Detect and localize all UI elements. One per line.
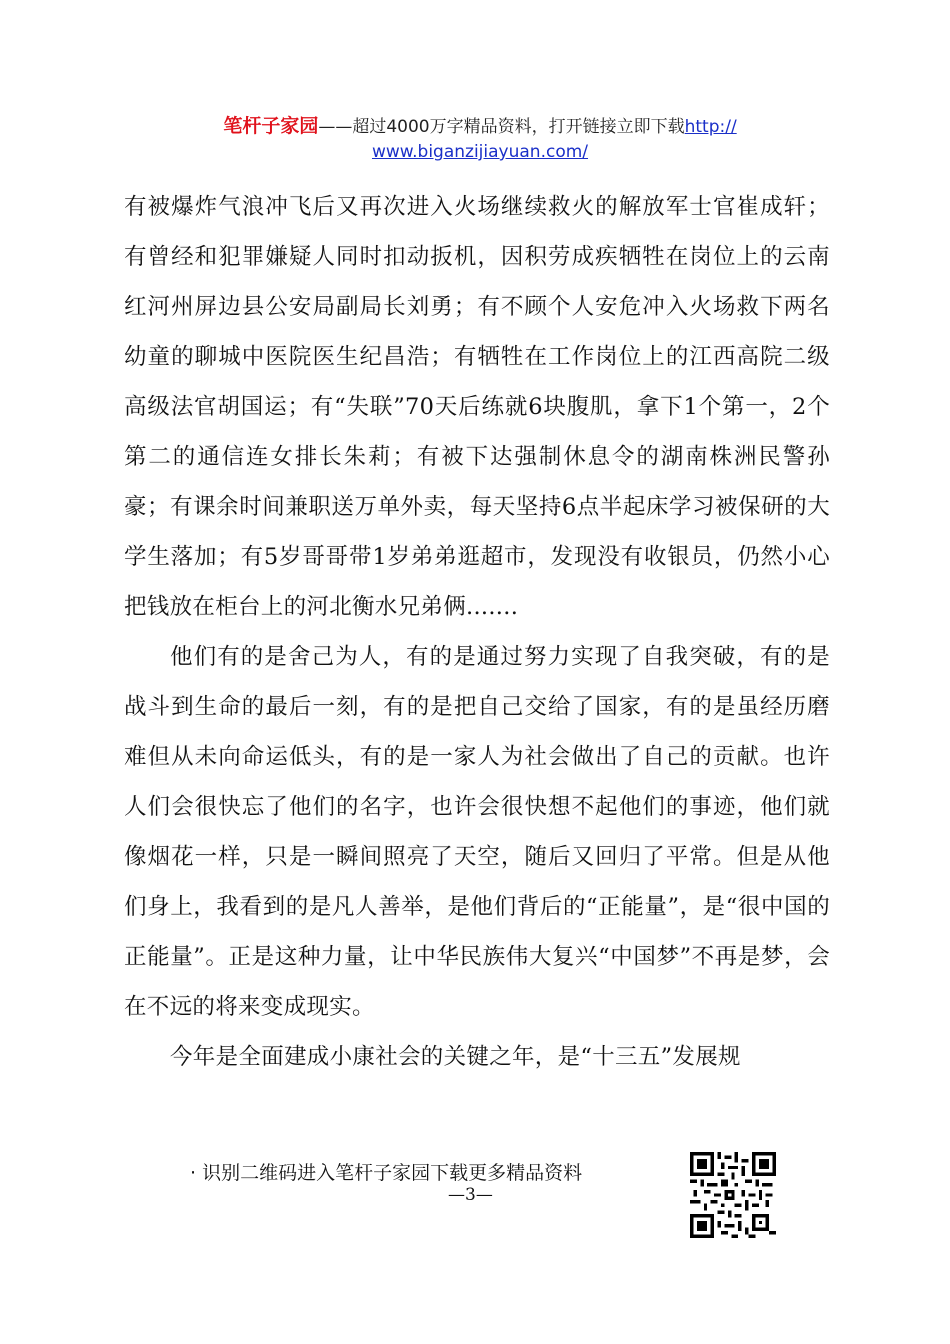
document-body: [124, 182, 830, 1082]
qr-caption: · 识别二维码进入笔杆子家园下载更多精品资料: [190, 1162, 583, 1184]
paragraph-1: 有被爆炸气浪冲飞后又再次进入火场继续救火的解放军士官崔成轩；有曾经和犯罪嫌疑人同时扣动扳机，因积劳成疾牺牲在岗位上的云南红河州屏边县公安局副局长刘勇；有不顾个人安危冲入火场救下两名幼童的聊城中医院医生纪昌浩；有牺牲在工作岗位上的江西高院二级高级法官胡国运；有“失联”70天后练就6块腹肌，拿下1个第一，2个第二的通信连女排长朱莉；有被下达强制休息令的湖南株洲民警孙豪；有课余时间兼职送万单外卖，每天坚持6点半起床学习被保研的大学生落加；有5岁哥哥带1岁弟弟逛超市，发现没有收银员，仍然小心把钱放在柜台上的河北衡水兄弟俩.......: [124, 194, 830, 620]
paragraph-3: 今年是全面建成小康社会的关键之年，是“十三五”发展规: [170, 1044, 741, 1070]
download-link-url[interactable]: www.biganzijiayuan.com/: [371, 142, 589, 162]
header-tagline: ——超过4000万字精品资料，打开链接立即下载: [318, 117, 685, 137]
page-number: —3—: [448, 1185, 493, 1205]
download-link-start[interactable]: http://: [684, 117, 737, 137]
brand-name: 笔杆子家园: [223, 115, 319, 137]
page-header: [130, 114, 830, 165]
qr-code-icon[interactable]: [690, 1152, 776, 1238]
paragraph-2: 他们有的是舍己为人，有的是通过努力实现了自我突破，有的是战斗到生命的最后一刻，有的是把自己交给了国家，有的是虽经历磨难但从未向命运低头，有的是一家人为社会做出了自己的贡献。也许人们会很快忘了他们的名字，也许会很快想不起他们的事迹，他们就像烟花一样，只是一瞬间照亮了天空，随后又回归了平常。但是从他们身上，我看到的是凡人善举，是他们背后的“正能量”，是“很中国的正能量”。正是这种力量，让中华民族伟大复兴“中国梦”不再是梦，会在不远的将来变成现实。: [124, 644, 830, 1020]
